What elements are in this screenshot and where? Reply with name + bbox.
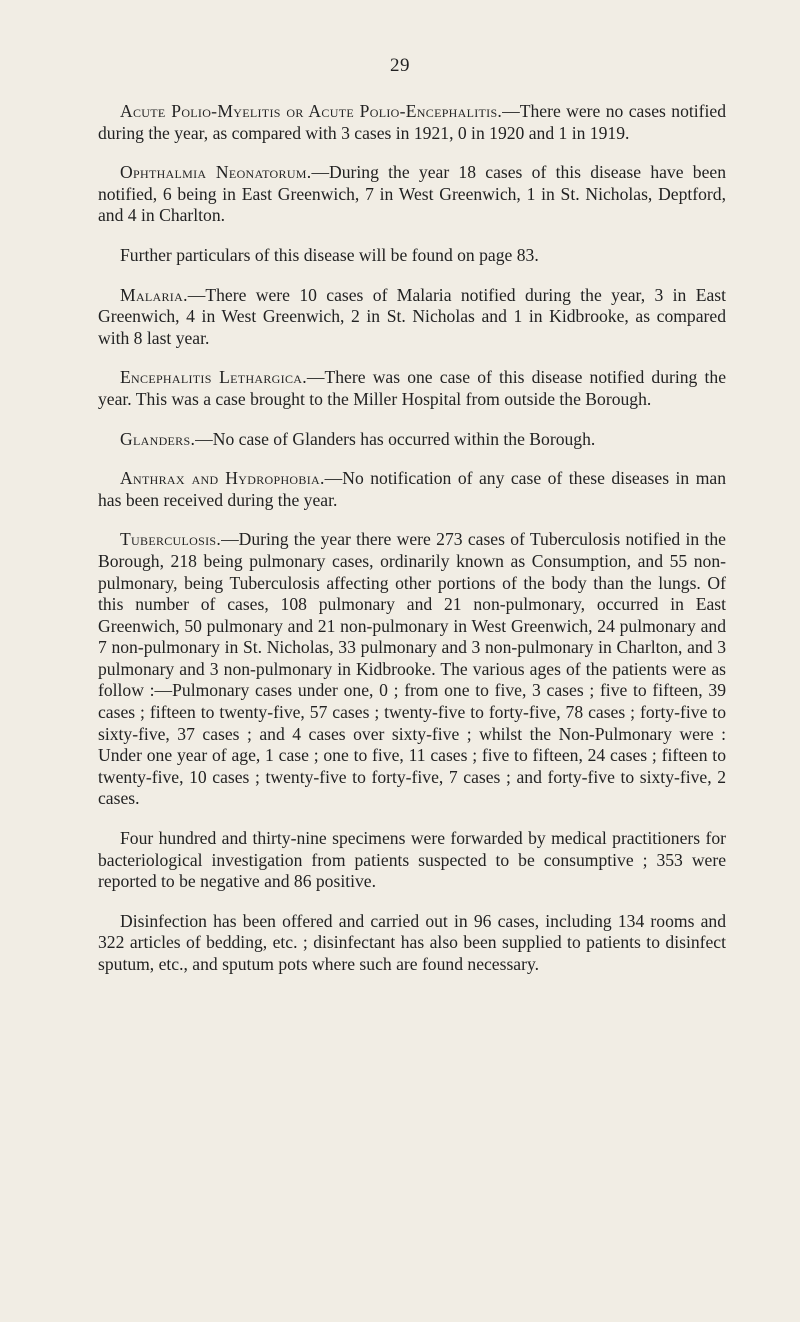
paragraph-polio [98,101,726,144]
paragraph-specimens [98,828,726,893]
paragraph-glanders [98,429,726,451]
paragraph-tuberculosis [98,529,726,810]
paragraph-heading: Tuberculosis. [120,529,222,550]
paragraph-malaria [98,285,726,350]
paragraph-encephalitis [98,367,726,410]
paragraph-text: —There were 10 cases of Malaria notified during the year, 3 in East Greenwich, 4 in West Greenwich, 2 in St. Nicholas and 1 in Kidbrooke, as compared with 8 last year. [98,284,726,348]
paragraph-text: —During the year 18 cases of this disease have been notified, 6 being in East Greenwich, 7 in West Greenwich, 1 in St. Nicholas, Deptford, and 4 in Charlton. [98,162,726,226]
page-number: 29 [390,55,410,76]
paragraph-heading: Anthrax and Hydrophobia. [120,468,325,489]
paragraph-heading: Glanders. [120,428,196,449]
paragraph-further-particulars [98,245,726,267]
paragraph-text: —There were no cases notified during the year, as compared with 3 cases in 1921, 0 in 1920 and 1 in 1919. [98,101,726,143]
paragraph-text: —There was one case of this disease notified during the year. This was a case brought to the Miller Hospital from outside the Borough. [98,367,726,409]
paragraph-anthrax [98,468,726,511]
paragraph-text: —No notification of any case of these diseases in man has been received during the year. [98,468,726,510]
paragraph-text: —No case of Glanders has occurred within the Borough. [195,428,596,449]
paragraph-text: —During the year there were 273 cases of Tuberculosis notified in the Borough, 218 being pulmonary cases, ordinarily known as Consumption, and 55 non-pulmonary, being Tuberculosis affecting other portions of the body than the lungs. Of this number of cases, 108 pulmonary and 21 non-pulmonary, occurred in East Greenwich, 50 pulmonary and 21 non-pulmonary in West Greenwich, 24 pulmonary and 7 non-pulmonary in St. Nicholas, 33 pulmonary and 3 non-pulmonary in Charlton, and 3 pulmonary and 3 non-pulmonary in Kidbrooke. The various ages of the patients were as follow :—Pulmonary cases under one, 0 ; from one to five, 3 cases ; five to fifteen, 39 cases ; fifteen to twenty-five, 57 cases ; twenty-five to forty-five, 78 cases ; forty-five to sixty-five, 37 cases ; and 4 cases over sixty-five ; whilst the Non-Pulmonary were : Under one year of age, 1 case ; one to five, 11 cases ; five to fifteen, 24 cases ; fifteen to twenty-five, 10 cases ; twenty-five to forty-five, 7 cases ; and forty-five to sixty-five, 2 cases. [98,529,726,809]
paragraph-disinfection [98,911,726,976]
paragraph-heading: Ophthalmia Neonatorum. [120,162,312,183]
paragraph-text: Four hundred and thirty-nine specimens were forwarded by medical practitioners for bacteriological investigation from patients suspected to be consumptive ; 353 were reported to be negative and 86 positive. [98,828,726,892]
paragraph-heading: Malaria. [120,284,188,305]
paragraph-ophthalmia [98,162,726,227]
paragraph-text: Disinfection has been offered and carried out in 96 cases, including 134 rooms and 322 articles of bedding, etc. ; disinfectant has also been supplied to patients to disinfect sputum, etc., and sputum pots where such are found necessary. [98,910,726,974]
paragraph-text: Further particulars of this disease will be found on page 83. [120,244,539,265]
paragraph-heading: Acute Polio-Myelitis or Acute Polio-Encephalitis. [120,101,503,121]
body-text [98,101,726,994]
paragraph-heading: Encephalitis Lethargica. [120,367,307,388]
